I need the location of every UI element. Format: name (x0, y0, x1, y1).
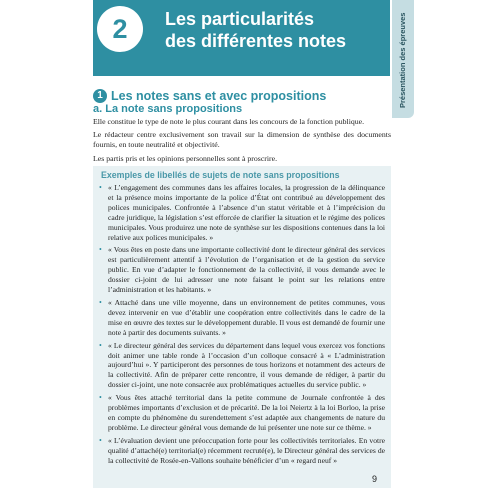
intro-paragraph: Elle constitue le type de note le plus courant dans les concours de la fonction publique. (93, 117, 365, 126)
chapter-title-line-2: des différentes notes (165, 31, 347, 51)
example-text: « Le directeur général des services du département dans lequel vous exercez vos fonctions doit animer une table ronde à l’occasion d’un colloque consacré à « L’administration aujourd’hui ». Y participeront des personnes de tous horizons et notamment des acteurs de la collectivité. Afin de préparer cette rencontre, il vous demande de rédiger, à partir du dossier ci-joint, une note consacrée aux problématiques actuelles du service public. » (108, 340, 385, 390)
chapter-title (165, 8, 385, 52)
intro-text (93, 117, 391, 167)
side-section-tab[interactable] (392, 0, 414, 118)
bullet-icon: • (99, 435, 102, 445)
example-item (99, 245, 385, 295)
intro-paragraph: Les partis pris et les opinions personnelles sont à proscrire. (93, 153, 278, 163)
side-tab-label: Présentation des épreuves (398, 12, 407, 108)
section-title: Les notes sans et avec propositions (111, 89, 327, 104)
bullet-icon: • (99, 340, 102, 350)
chapter-header (93, 0, 390, 76)
bullet-icon: • (99, 297, 102, 307)
example-text: « Vous êtes en poste dans une importante collectivité dont le directeur général des services est particulièrement attentif à l’évolution de l’organisation et de la gestion du service public. En vue d’adapter le fonctionnement de la collectivité, il vous demande avec le dossier ci-joint de lui adresser une note faisant le point sur les relations entre l’administration et les habitants. » (108, 245, 385, 295)
subsection-title: a. La note sans propositions (93, 103, 243, 115)
example-text: « Attaché dans une ville moyenne, dans un environnement de petites communes, vous devez intervenir en vue d’établir une coopération entre collectivités dans le cadre de la mise en œuvre des textes sur le développement durable. Il vous est demandé de fournir une note à partir des documents suivants. » (108, 297, 385, 337)
example-item (99, 436, 385, 466)
examples-title: Exemples de libellés de sujets de note sans propositions (101, 170, 340, 180)
example-item (99, 341, 385, 391)
examples-list (99, 183, 385, 468)
chapter-title-line-1: Les particularités (165, 9, 315, 29)
example-text: « L’évaluation devient une préoccupation forte pour les collectivités territoriales. En votre qualité d’attaché(e) territorial(e) récemment recruté(e), le Directeur général des services de la collectivité de Rosée-en-Vallons souhaite bénéficier d’un « regard neuf » (108, 435, 385, 465)
example-item (99, 298, 385, 338)
bullet-icon: • (99, 183, 102, 192)
example-text: « Vous êtes attaché territorial dans la petite commune de Journale confrontée à des problèmes importants d’exclusion et de précarité. De la loi Neiertz à la loi Borloo, la prise en compte du phénomène du surendettement s’est adaptée aux changements de nature du problème. Le directeur général vous demande de lui présenter une note sur ce thème. » (108, 393, 385, 432)
section-number-badge: 1 (93, 89, 107, 103)
bullet-icon: • (99, 393, 102, 403)
page-number: 9 (372, 474, 378, 484)
example-text: « L’engagement des communes dans les affaires locales, la progression de la délinquance et la présence moins importante de la police d’État ont contribué au développement des polices municipales. Confrontée à l’absence d’un statut véritable et à l’imprécision du cadre juridique, la législation s’est efforcée de clarifier la situation et le régime des polices municipales. Vous produirez une note de synthèse sur les dispositions contenues dans la loi relative aux polices municipales. » (108, 183, 385, 242)
example-item (99, 393, 385, 433)
examples-box (93, 166, 391, 488)
example-item (99, 183, 385, 242)
bullet-icon: • (99, 245, 102, 255)
chapter-number-badge: 2 (97, 6, 143, 52)
intro-paragraph: Le rédacteur centre exclusivement son travail sur la dimension de synthèse des documents fournis, en toute neutralité et objectivité. (93, 130, 391, 150)
